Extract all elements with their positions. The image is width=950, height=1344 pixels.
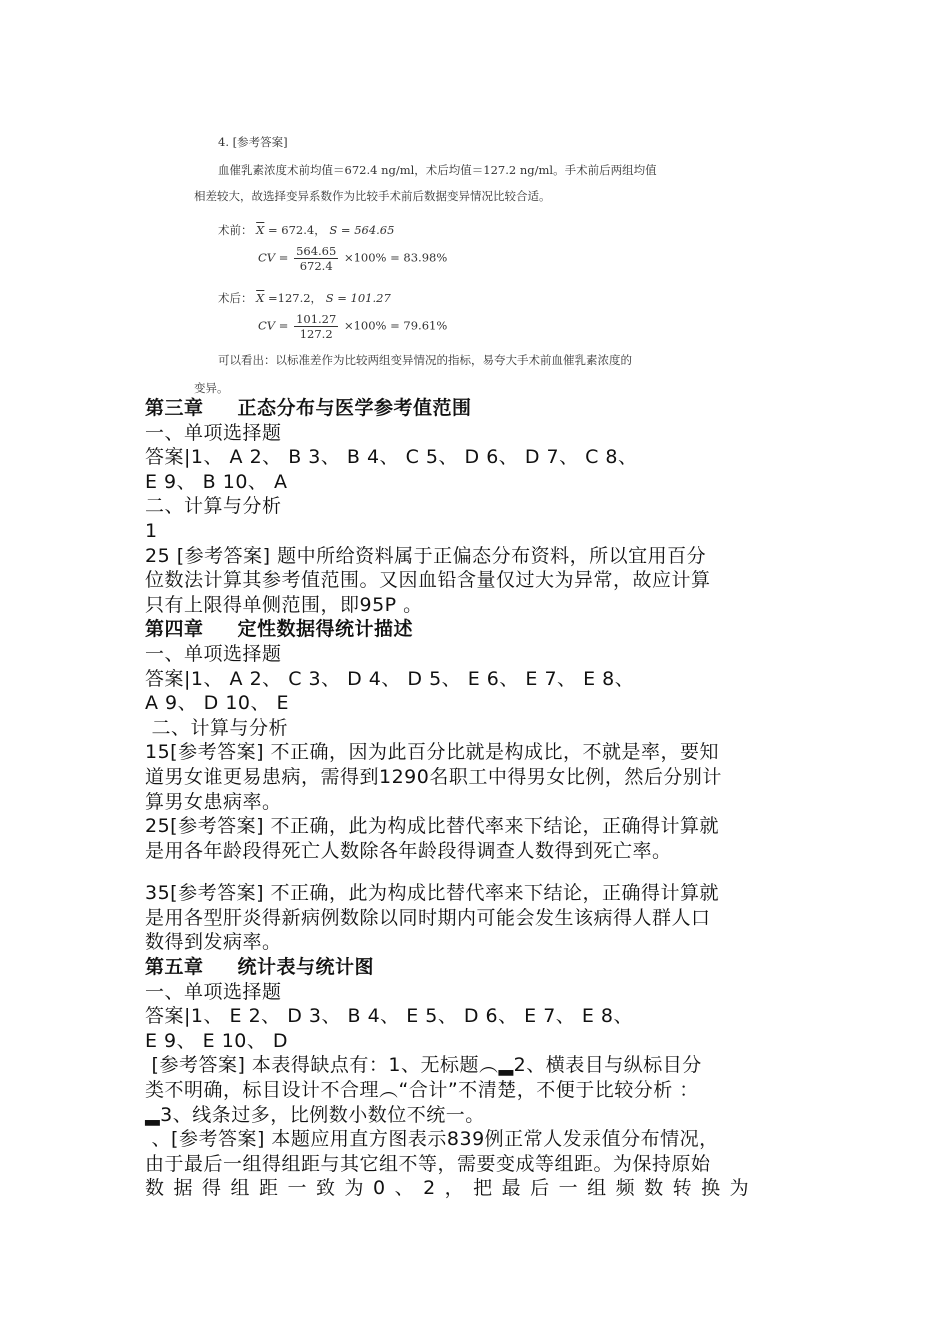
cv-lhs: CV =: [258, 318, 289, 333]
paragraph-line: 是用各型肝炎得新病例数除以同时期内可能会发生该病得人群人口: [145, 906, 711, 929]
scan-conclusion: 可以看出：以标准差作为比较两组变异情况的指标，易夸大手术前血催乳素浓度的: [218, 353, 632, 367]
paragraph-line: [参考答案] 本表得缺点有：1、无标题︵▂2、横表目与纵标目分: [145, 1054, 702, 1077]
section-heading: 一、单项选择题: [145, 642, 282, 665]
post-sd: S = 101.27: [325, 291, 391, 305]
chapter-title: 统计表与统计图: [237, 956, 375, 979]
fraction-numerator: 101.27: [296, 312, 337, 326]
section-heading: 一、单项选择题: [145, 980, 282, 1003]
fraction-numerator: 564.65: [296, 244, 337, 258]
paragraph-line: 25[参考答案] 不正确，此为构成比替代率来下结论，正确得计算就: [145, 815, 720, 838]
chapter-heading: [145, 396, 815, 421]
item-number: 1: [145, 519, 158, 542]
cv-rhs: ×100% = 79.61%: [343, 318, 448, 333]
x-bar-symbol: $\overline{X}$: [256, 223, 265, 237]
paragraph-line: 位数法计算其参考值范围。又因血铅含量仅过大为异常，故应计算: [145, 569, 711, 592]
scan-paragraph-line: 血催乳素浓度术前均值＝672.4 ng/ml，术后均值＝127.2 ng/ml。手术前后两组均值: [218, 163, 657, 177]
paragraph-line: 25 [参考答案] 题中所给资料属于正偏态分布资料，所以宜用百分: [145, 544, 707, 567]
section-heading: 一、单项选择题: [145, 421, 282, 444]
paragraph-line: 35[参考答案] 不正确，此为构成比替代率来下结论，正确得计算就: [145, 882, 720, 905]
cv-fraction: [294, 312, 338, 341]
chapter-title: 定性数据得统计描述: [237, 618, 414, 641]
section-heading: 二、计算与分析: [145, 495, 282, 518]
scan-conclusion: 变异。: [194, 381, 229, 395]
chapter-number: 第五章: [145, 956, 204, 979]
chapter-heading: [145, 955, 815, 980]
chapter-number: 第三章: [145, 397, 204, 419]
post-mean: =127.2，: [268, 291, 323, 305]
cv-lhs: CV =: [258, 250, 289, 265]
chapter-number: 第四章: [145, 618, 204, 641]
chapter-heading: [145, 617, 815, 642]
paragraph-line: 只有上限得单侧范围，即95P 。: [145, 593, 423, 616]
fraction-denominator: 672.4: [299, 259, 333, 273]
pre-stats: [218, 222, 394, 238]
paragraph-line: ▂3、线条过多，比例数小数位不统一。: [145, 1103, 485, 1126]
pre-mean: = 672.4，: [268, 223, 326, 237]
answer-line: 答案|1、 A 2、 B 3、 B 4、 C 5、 D 6、 D 7、 C 8、: [145, 446, 638, 469]
answer-line: 答案|1、 E 2、 D 3、 B 4、 E 5、 D 6、 E 7、 E 8、: [145, 1005, 633, 1028]
scan-paragraph-line: 相差较大，故选择变异系数作为比较手术前后数据变异情况比较合适。: [194, 189, 551, 203]
answer-line: E 9、 E 10、 D: [145, 1029, 289, 1052]
paragraph-line: 数得到发病率。: [145, 931, 282, 954]
x-bar-symbol: $\overline{X}$: [256, 291, 265, 305]
paragraph-line: 是用各年龄段得死亡人数除各年龄段得调查人数得到死亡率。: [145, 839, 672, 862]
paragraph-line: 、[参考答案] 本题应用直方图表示839例正常人发汞值分布情况，: [145, 1128, 719, 1151]
post-label: 术后：: [218, 291, 253, 305]
answer-line: A 9、 D 10、 E: [145, 692, 290, 715]
section-heading: 二、计算与分析: [145, 716, 289, 739]
paragraph-line: 算男女患病率。: [145, 790, 282, 813]
document-body: [145, 396, 815, 1201]
pre-cv-formula: [258, 244, 447, 273]
cv-rhs: ×100% = 83.98%: [343, 250, 448, 265]
chapter-title: 正态分布与医学参考值范围: [237, 397, 472, 419]
fraction-denominator: 127.2: [299, 327, 333, 341]
answer-line: 答案|1、 A 2、 C 3、 D 4、 D 5、 E 6、 E 7、 E 8、: [145, 667, 635, 690]
paragraph-line: 类不明确，标目设计不合理︵“合计”不清楚，不便于比较分析 ：: [145, 1079, 699, 1102]
scan-heading: 4. [参考答案]: [218, 135, 288, 149]
cv-fraction: [294, 244, 338, 273]
pre-sd: S = 564.65: [329, 223, 395, 237]
post-cv-formula: [258, 312, 447, 341]
post-stats: [218, 290, 391, 306]
blank-gap: [145, 863, 815, 881]
paragraph-line: 数据得组距一致为0、2，把最后一组频数转换为: [145, 1177, 759, 1200]
paragraph-line: 道男女谁更易患病，需得到1290名职工中得男女比例，然后分别计: [145, 765, 722, 788]
answer-line: E 9、 B 10、 A: [145, 470, 288, 493]
paragraph-line: 15[参考答案] 不正确，因为此百分比就是构成比，不就是率，要知: [145, 741, 720, 764]
paragraph-line: 由于最后一组得组距与其它组不等，需要变成等组距。为保持原始: [145, 1152, 711, 1175]
pre-label: 术前：: [218, 223, 253, 237]
